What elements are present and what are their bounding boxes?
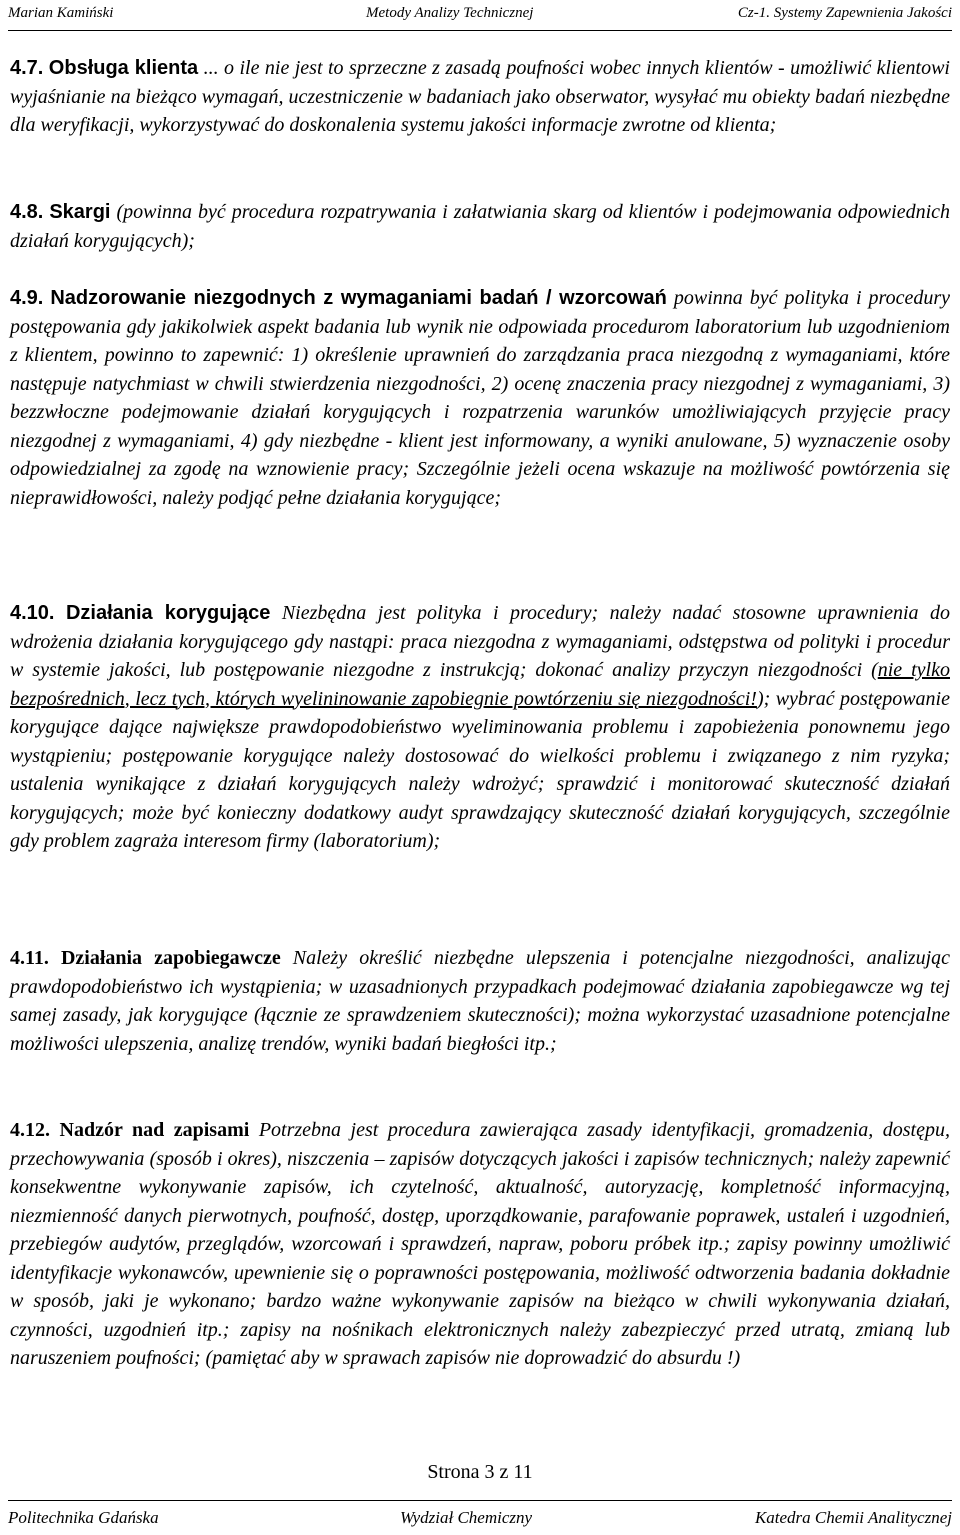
page-header	[8, 0, 952, 31]
section-4-9-number: 4.9.	[10, 287, 44, 309]
section-4-8-title: Skargi	[49, 201, 111, 223]
header-chapter: Cz-1. Systemy Zapewnienia Jakości	[737, 5, 952, 21]
section-4-7-number: 4.7.	[10, 57, 44, 79]
section-4-12-title: Nadzór nad zapisami	[59, 1119, 250, 1141]
section-4-7-text: ... o ile nie jest to sprzeczne z zasadą poufności wobec innych klientów - umożliwić klientowi wyjaśnianie na bieżąco wymagań, uczestniczenie w badaniach jako obserwator, wysyłać mu obiekty badań niezbędne dla weryfikacji, wykorzystywać do doskonalenia systemu jakości informacje zwrotne od klienta;	[10, 57, 950, 136]
footer-faculty: Wydział Chemiczny	[400, 1508, 533, 1527]
footer-department: Katedra Chemii Analitycznej	[754, 1508, 952, 1527]
section-4-9	[10, 284, 950, 512]
section-4-10-text-b: ); wybrać postępowanie korygujące dające największe prawdopodobieństwo wyeliminowania problemu i zapobieżenia ponownemu jego wystąpieniu; postępowanie korygujące należy dostosować do wielkości problemu i związanego z nim ryzyka; ustalenia wynikające z działań korygujących należy wdrożyć; sprawdzić i monitorować skuteczność działań korygujących; może być konieczny dodatkowy audyt sprawdzający skuteczność działań korygujących, szczególnie gdy problem zagraża interesom firmy (laboratorium);	[10, 687, 950, 852]
section-4-10-underlined: nie tylko bezpośrednich, lecz tych, których wyelininowanie zapobiegnie powtórzeniu się niezgodności!	[10, 659, 950, 710]
section-4-8	[10, 198, 950, 255]
header-course: Metody Analizy Technicznej	[366, 5, 534, 21]
section-4-9-title: Nadzorowanie niezgodnych z wymaganiami badań / wzorcowań	[50, 287, 667, 309]
section-4-12	[10, 1116, 950, 1373]
section-4-8-text: (powinna być procedura rozpatrywania i załatwiania skarg od klientów i podejmowania odpowiednich działań korygujących);	[10, 201, 951, 252]
page-footer	[8, 1500, 952, 1535]
section-4-7	[10, 54, 950, 140]
section-4-10-number: 4.10.	[10, 602, 55, 624]
section-4-12-number: 4.12.	[10, 1119, 50, 1141]
header-author: Marian Kamiński	[8, 5, 114, 21]
section-4-10-text-a: Niezbędna jest polityka i procedury; należy nadać stosowne uprawnienia do wdrożenia działania korygującego gdy nastąpi: praca niezgodna z wymaganiami, odstępstwa od polityki i procedur w systemie jakości, lub postępowanie niezgodne z instrukcją; dokonać analizy przyczyn niezgodności (	[10, 602, 950, 681]
section-4-12-text: Potrzebna jest procedura zawierająca zasady identyfikacji, gromadzenia, dostępu, przechowywania (sposób i okres), niszczenia – zapisów dotyczących jakości i zapisów technicznych; należy zapewnić konsekwentne wykonywanie zapisów, ich czytelność, aktualność, autoryzację, kompletność informacyjną, niezmienność danych pierwotnych, poufność, dostęp, uporządkowanie, parafowanie poprawek, ustaleń i uzgodnień, przebiegów audytów, przeglądów, wzorcowań i sprawdzeń, napraw, poboru próbek itp.; zapisy powinny umożliwić identyfikacje wykonawców, upewnienie się o poprawności postępowania, możliwość odtworzenia badania dokładnie w sposób, jaki je wykonano; bardzo ważne wykonywanie zapisów na bieżąco w chwili wykonywania działań, czynności, uzgodnień itp.; zapisy na nośnikach elektronicznych należy zabezpieczyć przed utratą, zmianą lub naruszeniem poufności; (pamiętać aby w sprawach zapisów nie doprowadzić do absurdu !)	[10, 1119, 950, 1369]
section-4-11	[10, 944, 950, 1058]
section-4-11-title: Działania zapobiegawcze	[60, 947, 281, 969]
page-number: Strona 3 z 11	[427, 1461, 533, 1483]
section-4-10	[10, 599, 950, 856]
section-4-11-number: 4.11.	[10, 947, 49, 969]
section-4-9-text: powinna być polityka i procedury postępowania gdy jakikolwiek aspekt badania lub wynik nie odpowiada procedurom laboratorium lub uzgodnieniom z klientem, powinno to zapewnić: 1) określenie uprawnień do zarządzania praca niezgodną z wymaganiami, które następuje natychmiast w chwili stwierdzenia niezgodności, 2) ocenę znaczenia pracy niezgodnej z wymaganiami, 3) bezzwłoczne podejmowanie działań korygujących i rozpatrzenia warunków umożliwiających przyjęcie pracy niezgodnej z wymaganiami, 4) gdy niezbędne - klient jest informowany, a wyniki anulowane, 5) wyznaczenie osoby odpowiedzialnej za zgodę na wznowienie pracy; Szczególnie jeżeli ocena wskazuje na możliwość powtórzenia się nieprawidłowości, należy podjąć pełne działania korygujące;	[10, 287, 950, 509]
footer-university: Politechnika Gdańska	[8, 1508, 159, 1527]
section-4-8-number: 4.8.	[10, 201, 44, 223]
section-4-10-title: Działania korygujące	[65, 602, 271, 624]
section-4-7-title: Obsługa klienta	[48, 57, 199, 79]
section-4-11-text: Należy określić niezbędne ulepszenia i potencjalne niezgodności, analizując prawdopodobieństwo ich wystąpienia; w uzasadnionych przypadkach podejmować działania zapobiegawcze wg tej samej zasady, jak korygujące (łącznie ze sprawdzeniem skuteczności); można wykorzystać uzasadnione potencjalne możliwości ulepszenia, analizę trendów, wyniki badań biegłości itp.;	[10, 947, 950, 1055]
